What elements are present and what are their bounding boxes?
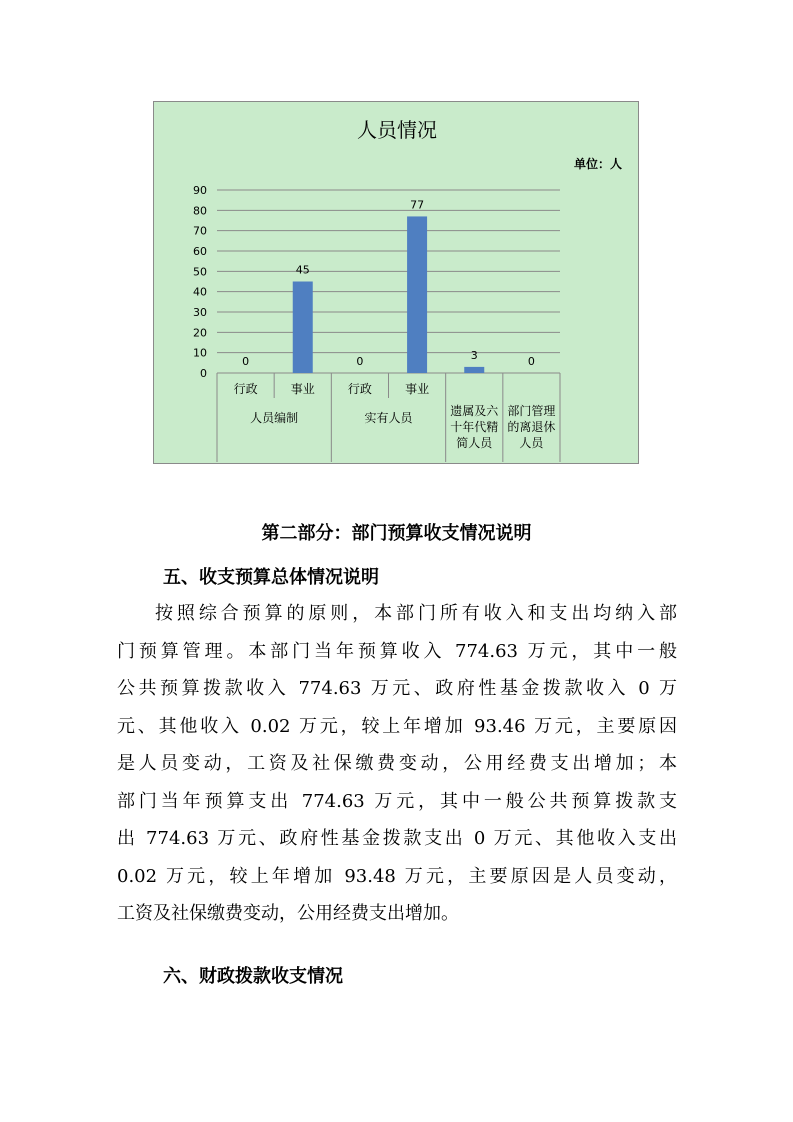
data-label: 45 [295,263,310,277]
body-line: 0.02 万元，较上年增加 93.48 万元，主要原因是人员变动， [117,865,677,887]
data-label: 0 [242,355,250,368]
section-6-title: 六、财政拨款收支情况 [163,966,343,987]
bar [464,367,484,373]
body-line: 按照综合预算的原则，本部门所有收入和支出均纳入部 [155,603,677,624]
chart-title: 人员情况 [357,118,437,142]
section-5-title: 五、收支预算总体情况说明 [163,567,379,588]
chart-unit-label: 单位：人 [573,157,622,171]
section-5-body [117,595,677,933]
y-tick-label: 50 [193,265,207,279]
group-label: 人员编制 [250,411,299,425]
group-label: 的离退休 [507,420,556,434]
y-tick-label: 70 [193,224,207,238]
y-tick-label: 30 [193,306,207,319]
body-line: 元、其他收入 0.02 万元，较上年增加 93.46 万元，主要原因 [117,715,677,737]
y-tick-label: 10 [193,346,207,360]
data-label: 3 [470,348,478,362]
group-label: 部门管理 [507,404,556,418]
body-line: 部门当年预算支出 774.63 万元，其中一般公共预算拨款支 [117,790,677,812]
y-tick-label: 90 [193,184,207,197]
data-label: 77 [410,198,425,212]
chart-container [153,101,639,464]
bar [293,282,313,374]
y-tick-label: 20 [193,326,207,340]
data-label: 0 [356,355,364,368]
body-line: 公共预算拨款收入 774.63 万元、政府性基金拨款收入 0 万 [117,678,677,699]
y-tick-label: 80 [193,204,207,218]
body-line: 出 774.63 万元、政府性基金拨款支出 0 万元、其他收入支出 [117,828,677,849]
group-label: 实有人员 [364,411,413,425]
bar-chart [154,102,640,465]
group-label: 十年代精 [450,420,499,434]
y-tick-label: 40 [193,285,207,299]
data-label: 0 [527,355,535,368]
category-label: 行政 [233,382,258,396]
body-line: 门预算管理。本部门当年预算收入 774.63 万元，其中一般 [117,640,677,662]
group-label: 遗属及六 [450,404,499,418]
body-line: 工资及社保缴费变动，公用经费支出增加。 [117,903,459,924]
y-tick-label: 60 [193,245,207,258]
group-label: 简人员 [456,436,493,450]
group-label: 人员 [519,436,544,450]
category-label: 行政 [347,382,372,396]
y-tick-label: 0 [200,367,207,380]
category-label: 事业 [290,382,315,396]
category-label: 事业 [405,382,430,396]
part-title: 第二部分：部门预算收支情况说明 [261,523,532,544]
body-line: 是人员变动，工资及社保缴费变动，公用经费支出增加；本 [117,753,677,774]
bar [407,216,427,373]
